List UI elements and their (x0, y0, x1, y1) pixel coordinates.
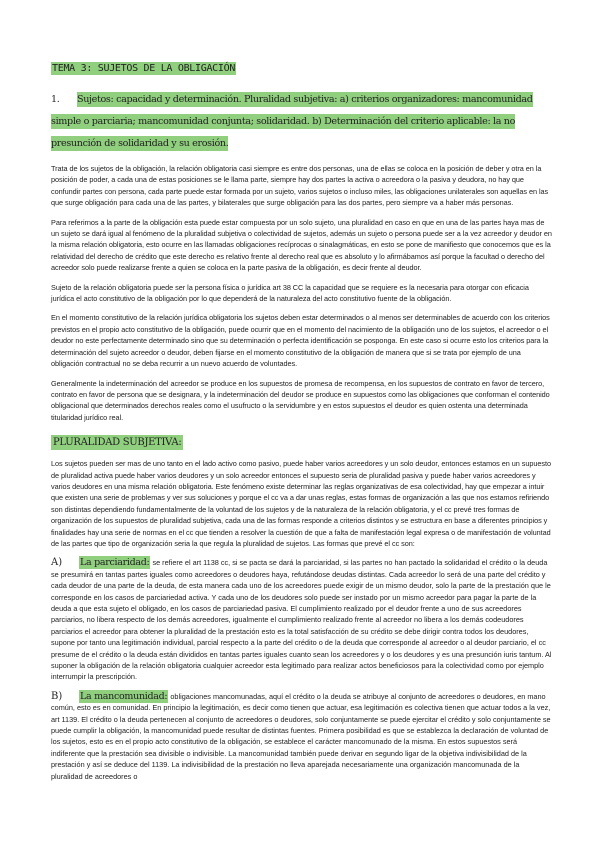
section-heading (51, 89, 552, 155)
paragraph: Generalmente la indeterminación del acreedor se produce en los supuestos de promesa de recompensa, en los supuestos de contrato en favor de tercero, contrato en favor de persona que se designara, y la indeterminación del deudor se produce en supuestos como las obligaciones que conforman el contenido obligacional que determinados derechos reales como el usufructo o la servidumbre y en estos supuestos el deudor es quien ostenta una determinada titularidad jurídico real. (51, 378, 550, 422)
paragraph: Para referirnos a la parte de la obligación esta puede estar compuesta por un solo sujeto, una pluralidad en caso en que en una de las partes haya mas de un sujeto se dará igual al fenómeno de la pluralidad subjetiva o colectividad de sujetos, además un sujeto o persona puede ser a la vez acreedor y deudor en la misma relación obligatoria, esto ocurre en las llamadas obligaciones recíprocas o sinalagmáticas, en esto se pone de manifiesto que conocemos que es la relatividad del derecho de crédito que este derecho es relativo frente al derecho real que es absoluto y lo afirmábamos así porque la facultad o derecho del acreedor solo puede realizarse frente a quien se coloca en la parte pasiva de la obligación, es decir frente al deudor. (51, 217, 552, 273)
heading-text: Sujetos: capacidad y determinación. Pluralidad subjetiva: a) criterios organizadores: mancomunidad simple o parciaria; mancomunidad conjunta; solidaridad. b) Determinación del criterio aplicable: la no presunción de solidaridad y su erosión. (51, 94, 533, 149)
item-letter: A) (51, 557, 63, 569)
item-text: obligaciones mancomunadas, aquí el crédito o la deuda se atribuye al conjunto de acreedores o deudores, en mano común, esto es en comunidad. En principio la legitimación, es decir como tienen que actuar, esa legitimación es colectiva tienen que actuar todos a la vez, art 1139. El crédito o la deuda pertenecen al conjunto de acreedores o deudores, solo conjuntamente se puede ejercitar el crédito y solo conjuntamente se puede cumplir la obligación, la mancomunidad puede resultar de distintas fuentes. Primera posibilidad es que se establezca la declaración de voluntad de los sujetos, esto es en el propio acto constitutivo de la obligación, se establece el carácter mancomunado de la misma. En estos supuestos será indiferente que la prestación sea divisible o indivisible. La mancomunidad también puede derivar en segundo ligar de la objetiva indivisibilidad de la prestación y así se deduce del 1139. La indivisibilidad de la prestación no lleva aparejada necesariamente una organización mancomunada de la pluralidad de acreedores o (51, 691, 551, 781)
item-subhead: La mancomunidad: (80, 690, 168, 702)
topic-title: TEMA 3: SUJETOS DE LA OBLIGACIÓN (52, 63, 236, 74)
item-subhead: La parciaridad: (80, 557, 150, 569)
item-letter: B) (51, 690, 63, 702)
list-item (51, 557, 552, 682)
heading-number: 1. (51, 94, 60, 105)
item-text: se refiere el art 1138 cc, si se pacta se dará la parciaridad, si las partes no han pactado la solidaridad el crédito o la deuda se presumirá en tantas partes iguales como acreedores o deudores haya, refutándose deudas distintas. Cada acreedor lo será de una parte del crédito y cada deudor de una parte de la deuda, de esta manera cada uno de los acreedores puede exigir de un mismo deudor, solo la parte de la prestación que le corresponde en los casos de parciariedad activa. Y cada uno de los deudores solo puede ser instado por un mismo acreedor para pagar la parte de la deuda a que esta sujeto el obligado, en los casos de parciariedad pasiva. El cumplimiento realizado por el deudor frente a uno de sus acreedores parciarios, no libera respecto de los demás acreedores, igualmente el cumplimiento realizado frente al acreedor no libera a los demás codeudores parciarios el acreedor para obtener la pluralidad de la prestación esto es la total satisfacción de su crédito se debe dirigir contra todos los deudores, supone por tanto una legitimación individual, parcial respecto a la parte del crédito o de la deuda que corresponde al acreedor o al deudor parciario, el cc presume de el crédito o la deuda están divididos en tantas partes iguales cuanto sean los acreedores y o los deudores y es una presunción iuris tantum. Al suponer la obligación de la relación obligatoria cualquier acreedor esta legitimado para realizar actos beneficiosos para la colectividad como por ejemplo interrumpir la prescripción. (51, 558, 552, 682)
paragraph: En el momento constitutivo de la relación jurídica obligatoria los sujetos deben estar determinados o al menos ser determinables de acuerdo con los criterios previstos en el propio acto constitutivo de la obligación, puede ocurrir que en el momento del nacimiento de la obligación uno de los sujetos, el acreedor o el deudor no este perfectamente determinado sino que su determinación o perfecta identificación se posponga. En este caso si ocurre esto los criterios para la determinación del sujeto acreedor o deudor, deben fijarse en el momento constitutivo de la obligación de manera que si se trata por ejemplo de una obligación contractual no se deba recurrir a un nuevo acuerdo de voluntades. (51, 313, 550, 369)
paragraph: Sujeto de la relación obligatoria puede ser la persona física o jurídica art 38 CC la capacidad que se requiere es la necesaria para otorgar con eficacia jurídica el acto constitutivo de la obligación por lo que dependerá de la naturaleza del acto constitutivo fuente de la obligación. (51, 282, 529, 304)
paragraph: Los sujetos pueden ser mas de uno tanto en el lado activo como pasivo, puede haber varios acreedores y un solo deudor, entonces estamos en un supuesto de pluralidad activa puede haber varios deudores y un solo acreedor entonces el supuesto seria de pluralidad pasiva y puede haber varios acreedores y varios deudores en una misma relación obligatoria. Este fenómeno existe determinar las reglas organizativas de esa colectividad, hay que empezar a intuir que existen una serie de problemas y ver sus soluciones y porque el cc va a dar unas reglas, estas formas de organización a las que nos estamos refiriendo son distintas dependiendo fundamentalmente de la voluntad de los sujetos y de la naturaleza de la relación obligatoria, y el cc prevé tres formas de organización de los supuestos de pluralidad subjetiva, cada una de las formas responde a criterios distintos y se estructura en base a diferentes principios y finalidades hay una serie de normas en el cc que tienden a resolver la cuestión de que a falta de manifestación legal expresa o de manifestación de voluntad de las partes que tipo de organización seria la que regula la pluralidad de sujetos. Las formas que prevé el cc son: (51, 459, 551, 548)
paragraph: Trata de los sujetos de la obligación, la relación obligatoria casi siempre es entre dos personas, una de ellas se coloca en la posición de deber y otra en la posición de poder, a cada una de estas posiciones se le llama parte, siempre hay dos partes la activa o acreedora o la pasiva y deudora, no hay que confundir partes con persona, cada parte puede estar formada por un sujeto, varios sujetos o incluso miles, las obligaciones unilaterales son aquellas en las que surge obligación para cada una de las partes, y bilaterales que surge obligación para las dos partes, pero siempre va a haber más personas. (51, 164, 549, 208)
list-item (51, 691, 552, 782)
subsection-title: PLURALIDAD SUBJETIVA: (53, 437, 182, 449)
